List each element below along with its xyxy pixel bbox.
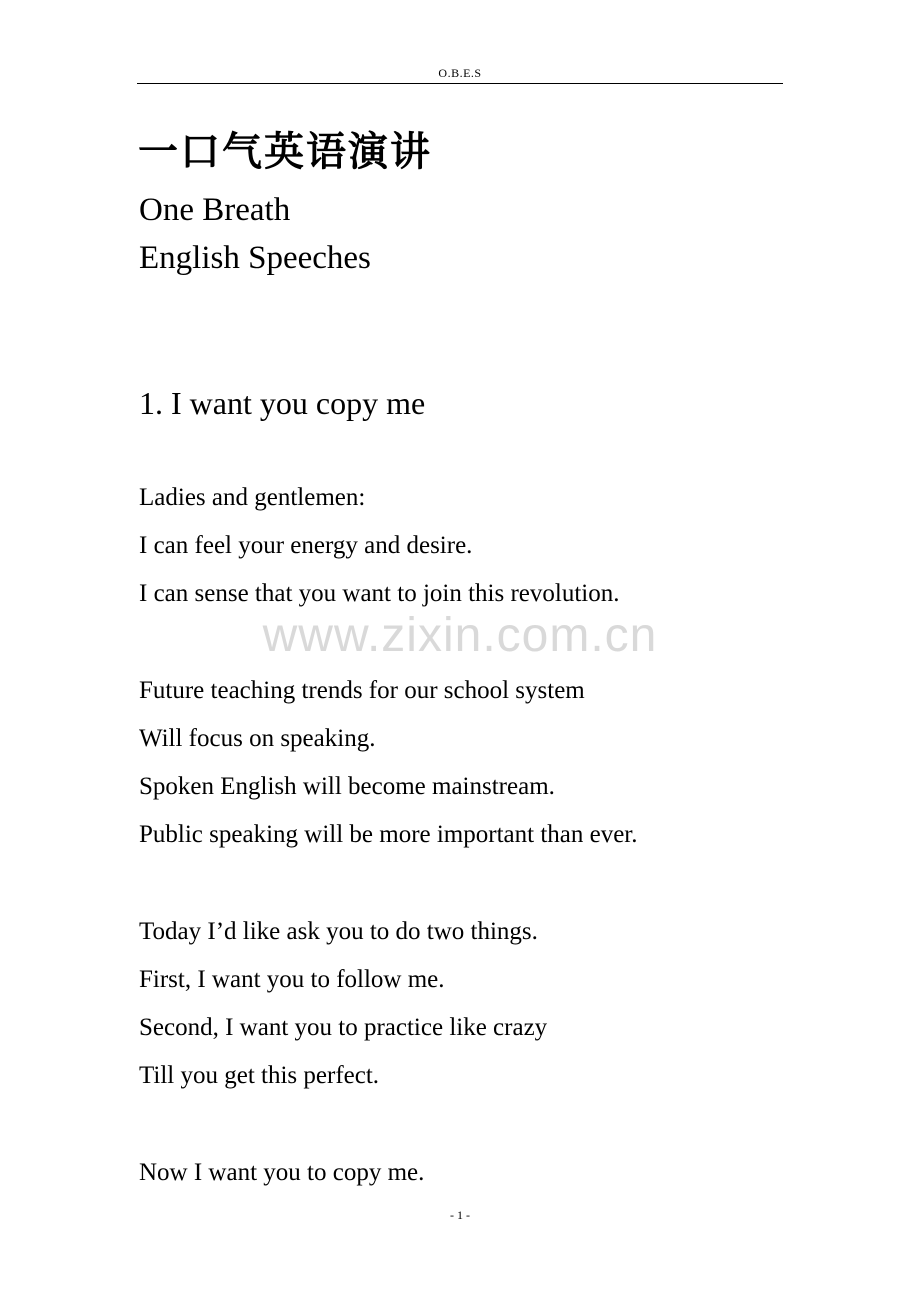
document-title-chinese: 一口气英语演讲 — [138, 129, 432, 175]
page-number: - 1 - — [450, 1208, 470, 1222]
document-title-english-line2: English Speeches — [139, 240, 371, 276]
speech-line: Till you get this perfect. — [139, 1062, 380, 1090]
document-title-english-line1: One Breath — [139, 192, 291, 228]
speech-body — [139, 478, 638, 1201]
blank-line — [139, 864, 638, 912]
header-divider — [137, 83, 783, 84]
speech-line: Today I’d like ask you to do two things. — [139, 917, 538, 945]
section-heading: 1. I want you copy me — [139, 385, 426, 421]
speech-line: Spoken English will become mainstream. — [139, 773, 555, 801]
running-header: O.B.E.S — [438, 66, 482, 80]
speech-line: Now I want you to copy me. — [139, 1158, 425, 1186]
speech-line: Will focus on speaking. — [139, 724, 376, 752]
speech-line: I can sense that you want to join this revolution. — [139, 580, 620, 608]
speech-line: First, I want you to follow me. — [139, 965, 445, 993]
speech-line: Second, I want you to practice like crazy — [139, 1014, 548, 1042]
speech-line: Ladies and gentlemen: — [139, 484, 366, 511]
speech-line: I can feel your energy and desire. — [139, 532, 473, 560]
speech-line: Future teaching trends for our school system — [139, 676, 585, 704]
watermark: www.zixin.com.cn — [262, 609, 658, 662]
speech-line: Public speaking will be more important than ever. — [139, 821, 638, 849]
blank-line — [139, 1104, 638, 1152]
